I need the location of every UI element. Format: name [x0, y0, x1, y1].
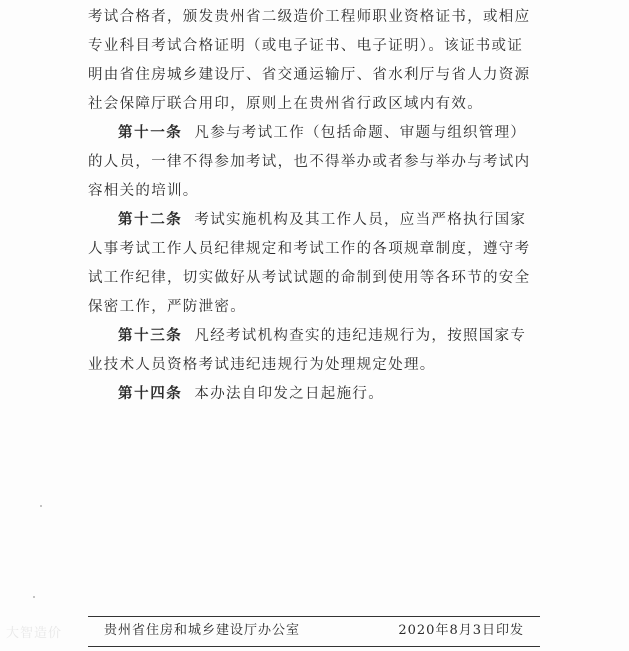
- article-heading: 第十四条: [118, 386, 183, 402]
- article-14: [88, 380, 540, 409]
- text-line: 考试实施机构及其工作人员，应当严格执行国家: [194, 212, 527, 228]
- document-body: [88, 0, 540, 409]
- text-line: 明由省住房城乡建设厅、省交通运输厅、省水利厅与省人力资源: [88, 67, 531, 83]
- text-line: 专业科目考试合格证明（或电子证书、电子证明）。该证书或证: [88, 38, 524, 54]
- footer-top-rule: [88, 616, 540, 617]
- text-line: 人事考试工作人员纪律规定和考试工作的各项规章制度，遵守考: [88, 241, 531, 257]
- text-line: 考试合格者，颁发贵州省二级造价工程师职业资格证书，或相应: [88, 9, 531, 25]
- text-line: 试工作纪律，切实做好从考试试题的命制到使用等各环节的安全: [88, 270, 531, 286]
- scan-speck: [33, 596, 35, 598]
- scan-speck: [40, 505, 42, 507]
- footer-bottom-rule: [88, 646, 540, 647]
- article-11: [88, 119, 540, 148]
- text-line: 社会保障厅联合用印，原则上在贵州省行政区域内有效。: [88, 96, 483, 112]
- text-line: 凡参与考试工作（包括命题、审题与组织管理）: [194, 125, 527, 141]
- article-heading: 第十三条: [118, 328, 183, 344]
- document-footer: [104, 618, 524, 644]
- issue-date: 2020年8月3日印发: [398, 623, 524, 638]
- watermark: 大智造价: [6, 626, 63, 641]
- text-line: 的人员，一律不得参加考试，也不得举办或者参与举办与考试内: [88, 154, 531, 170]
- text-line: 凡经考试机构查实的违纪违规行为，按照国家专: [194, 328, 527, 344]
- article-heading: 第十二条: [118, 212, 183, 228]
- text-line: 业技术人员资格考试违纪违规行为处理规定处理。: [88, 357, 436, 373]
- article-12: [88, 206, 540, 235]
- issuer-name: 贵州省住房和城乡建设厅办公室: [104, 623, 301, 638]
- text-line: 保密工作，严防泄密。: [88, 299, 246, 315]
- text-line: 容相关的培训。: [88, 183, 199, 199]
- article-heading: 第十一条: [118, 125, 183, 141]
- article-13: [88, 322, 540, 351]
- text-line: 本办法自印发之日起施行。: [194, 386, 385, 402]
